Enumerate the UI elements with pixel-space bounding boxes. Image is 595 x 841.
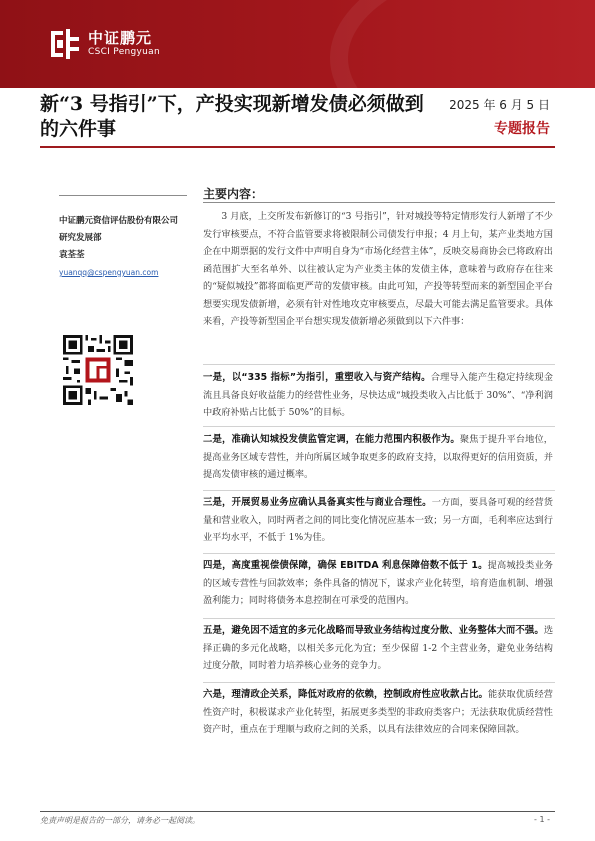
logo-name-en: CSCI Pengyuan (88, 47, 161, 57)
key-point-lead: 四是，高度重视偿债保障，确保 EBITDA 利息保障倍数不低于 1。 (203, 560, 488, 571)
summary-heading: 主要内容： (203, 187, 264, 201)
author-info (59, 214, 194, 280)
key-point-lead: 二是，准确认知城投发债监管定调，在能力范围内积极作为。 (203, 434, 460, 445)
qr-code-icon[interactable] (63, 335, 133, 405)
key-point (203, 431, 553, 484)
organization-name: 中证鹏元资信评估股份有限公司 (59, 216, 179, 226)
logo-name-cn: 中证鹏元 (88, 29, 153, 47)
key-point-body: 聚焦于提升平台地位，提高业务区域专营性，并向所属区域争取更多的政府支持，以取得更好的信用资质，并提高发债审核的通过概率。 (203, 434, 553, 480)
section-divider (203, 426, 555, 427)
department-name: 研究发展部 (59, 233, 102, 243)
author-email[interactable]: yuanqq@cspengyuan.com (59, 268, 159, 277)
header-decoration (330, 0, 595, 88)
key-point (203, 622, 553, 675)
key-point-body: 能获取优质经营性资产时，积极谋求产业化转型，拓展更多类型的非政府类客户；无法获取优质经营性资产时，重点在于理顺与政府之间的关系，以具有法律效应的合同来保障回款。 (203, 689, 553, 735)
summary-intro: 3 月底，上交所发布新修订的“3 号指引”，针对城投等特定情形发行人新增了不少发行审核要点，不符合监管要求将被限制公司债发行申报；4 月上旬，某产业类地方国企在中期票据的发行文件中声明自身为“市场化经营主体”，反映交易商协会已将政府出函范围扩大至名单外、以往被认定为产业类主体的发债主体，意味着与政府存在往来的“疑似城投”都将面临更严苛的发债审核。由此可知，产投等转型而来的新型国企平台想要实现发债新增，必须有针对性地攻克审核要点，尽最大可能去满足监管要求。具体来看，产投等新型国企平台想实现发债新增必须做到以下六件事： (203, 211, 553, 327)
key-point-lead: 一是，以“335 指标”为指引，重塑收入与资产结构。 (203, 372, 431, 383)
page-number: - 1 - (534, 815, 550, 824)
sidebar-divider (59, 195, 187, 196)
header-banner (0, 0, 595, 88)
key-point-body: 合理导入能产生稳定持续现金流且具备良好收益能力的经营性业务，尽快达成“城投类收入占比低于 30%”、“净利润中政府补贴占比低于 50%”的目标。 (203, 372, 553, 418)
title-divider (40, 146, 555, 148)
disclaimer-text: 免责声明是报告的一部分，请务必一起阅读。 (40, 816, 200, 825)
key-point (203, 557, 553, 610)
author-name: 袁荃荃 (59, 250, 85, 260)
key-point-body: 一方面，要具备可观的经营货量和营业收入，同时两者之间的同比变化情况应基本一致；另一方面，毛利率应达到行业平均水平，不低于 1%为佳。 (203, 497, 553, 543)
report-title: 新“3 号指引”下，产投实现新增发债必须做到的六件事 (40, 93, 424, 140)
report-type: 专题报告 (494, 121, 550, 137)
logo-icon (50, 28, 80, 60)
section-divider (203, 553, 555, 554)
key-point-body: 选择正确的多元化战略，以相关多元化为宜；至少保留 1-2 个主营业务，避免业务结构过度分散，同时着力培养核心业务的竞争力。 (203, 625, 553, 671)
key-point-lead: 六是，理清政企关系，降低对政府的依赖，控制政府性应收款占比。 (203, 689, 488, 700)
section-divider (203, 364, 555, 365)
section-divider (203, 682, 555, 683)
key-point (203, 369, 553, 422)
report-date: 2025 年 6 月 5 日 (449, 98, 550, 112)
key-point-lead: 五是，避免因不适宜的多元化战略而导致业务结构过度分散、业务整体大而不强。 (203, 625, 544, 636)
section-divider (203, 618, 555, 619)
key-point (203, 494, 553, 547)
footer-divider (40, 811, 555, 812)
key-point (203, 686, 553, 739)
company-logo (50, 28, 160, 60)
summary-divider (203, 202, 555, 203)
section-divider (203, 490, 555, 491)
key-point-lead: 三是，开展贸易业务应确认具备真实性与商业合理性。 (203, 497, 432, 508)
key-point-body: 提高城投类业务的区域专营性与回款效率；条件具备的情况下，谋求产业化转型，培育造血机制、增强盈利能力；同时将债务本息控制在可承受的范围内。 (203, 560, 553, 606)
